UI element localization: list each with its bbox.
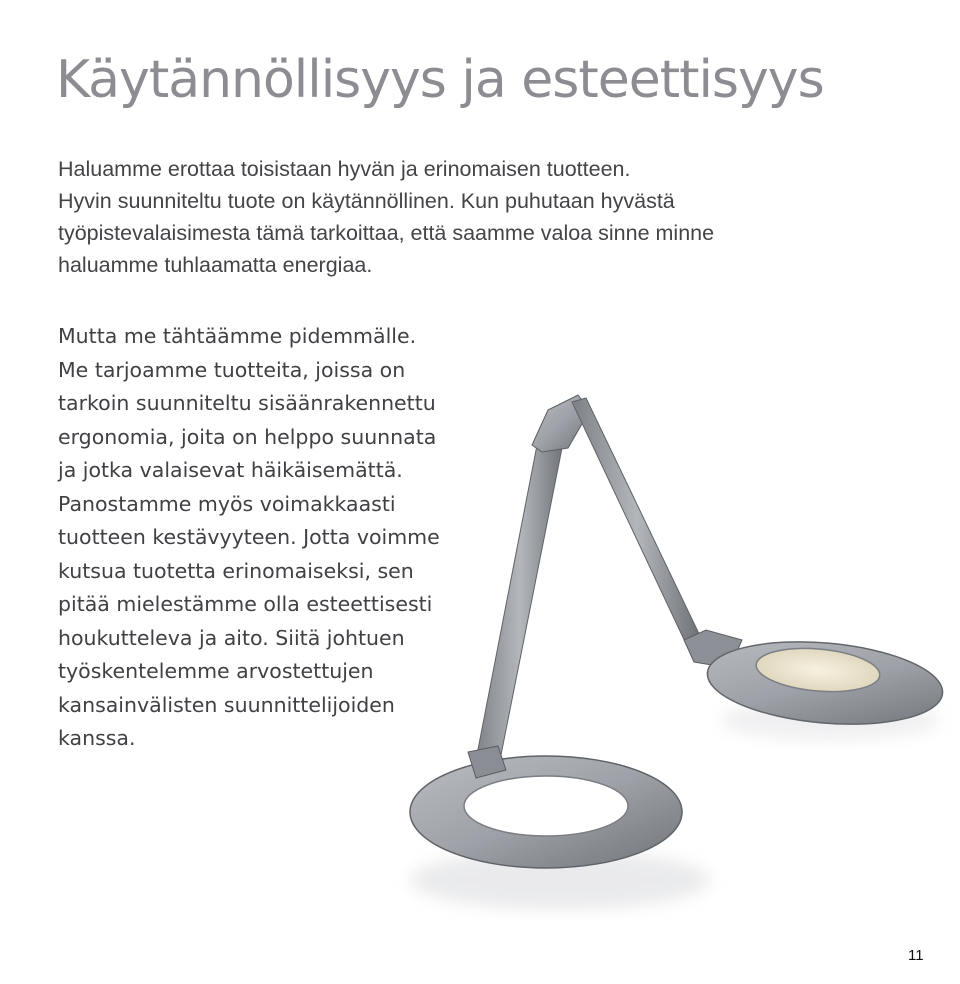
body-line: työskentelemme arvostettujen: [58, 659, 374, 683]
body-line: Mutta me tähtäämme pidemmälle.: [58, 324, 417, 348]
body-paragraph: [58, 320, 498, 756]
lamp-base-opening: [464, 776, 628, 836]
intro-line: Haluamme erottaa toisistaan hyvän ja erinomaisen tuotteen.: [58, 157, 631, 181]
page-number: 11: [908, 947, 924, 964]
intro-line: työpistevalaisimesta tämä tarkoittaa, että saamme valoa sinne minne: [58, 221, 715, 245]
body-line: pitää mielestämme olla esteettisesti: [58, 592, 433, 616]
intro-line: haluamme tuhlaamatta energiaa.: [58, 253, 373, 277]
intro-line: Hyvin suunniteltu tuote on käytännöllinen. Kun puhutaan hyvästä: [58, 189, 675, 213]
body-line: Me tarjoamme tuotteita, joissa on: [58, 357, 406, 382]
body-line: houkutteleva ja aito. Siitä johtuen: [58, 625, 405, 650]
body-line: Panostamme myös voimakkaasti: [58, 491, 396, 516]
body-line: kansainvälisten suunnittelijoiden: [58, 692, 395, 717]
body-line: ja jotka valaisevat häikäisemättä.: [58, 458, 403, 482]
body-line: tuotteen kestävyyteen. Jotta voimme: [58, 525, 440, 549]
page-title: Käytännöllisyys ja esteettisyys: [56, 50, 824, 110]
body-line: kanssa.: [58, 726, 136, 750]
body-line: kutsua tuotetta erinomaiseksi, sen: [58, 558, 414, 583]
body-line: ergonomia, joita on helppo suunnata: [58, 424, 437, 449]
upper-arm: [572, 398, 702, 648]
body-line: tarkoin suunniteltu sisäänrakennettu: [58, 391, 436, 415]
